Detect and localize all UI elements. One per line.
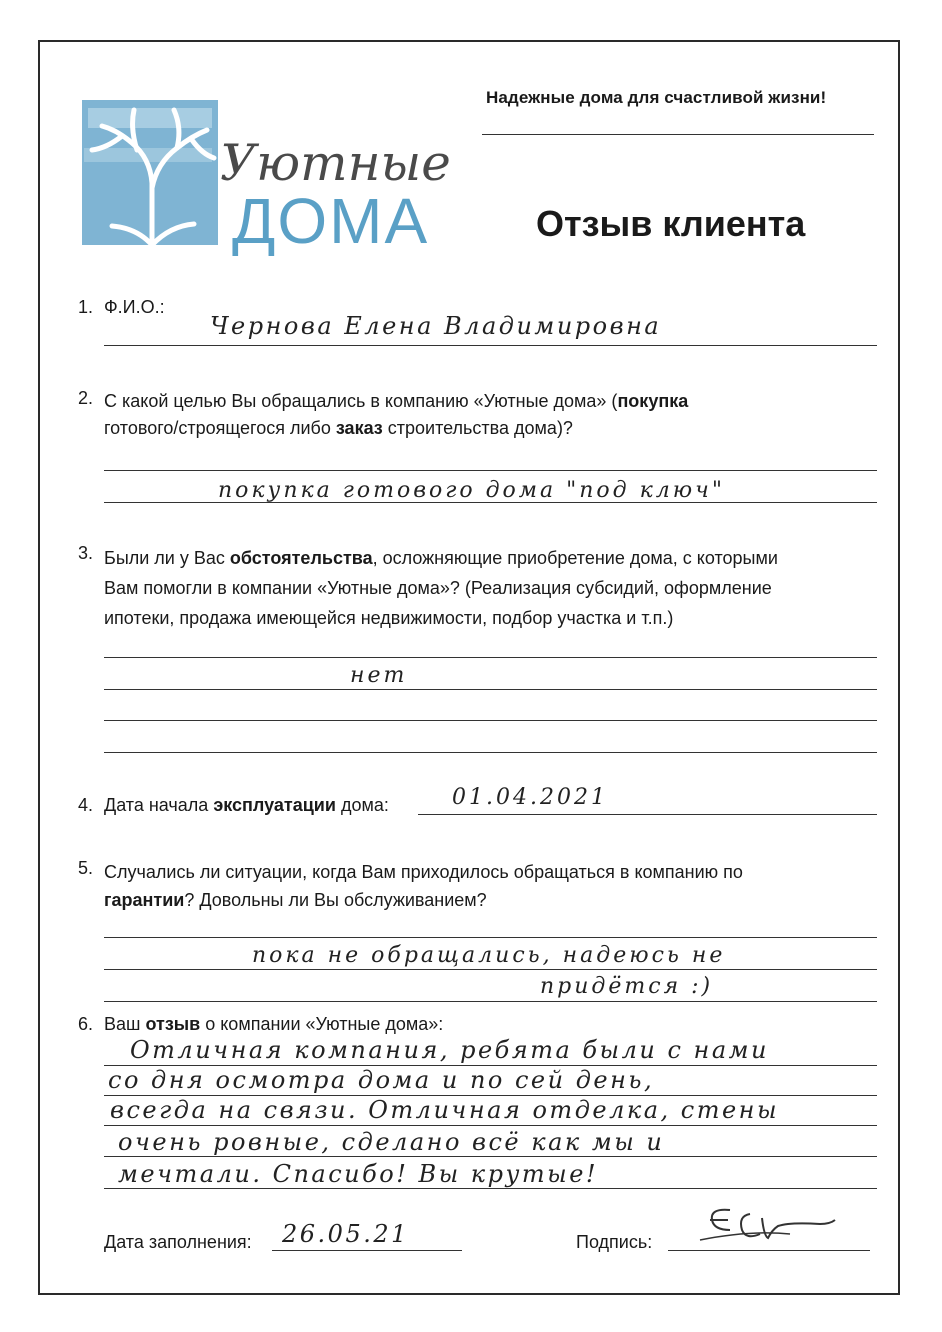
q2-text: С какой целью Вы обращались в компанию «Уютные дома» (покупка готового/строящегося либо заказ строительства дома)? [104, 391, 689, 438]
q6-number: 6. [78, 1014, 94, 1034]
q6-answer-line-text-1: Отличная компания, ребята были с нами [130, 1036, 770, 1064]
svg-text:Уютные: Уютные [220, 134, 451, 192]
q5-number: 5. [78, 858, 94, 878]
q6-answer-line-text-5: мечтали. Спасибо! Вы крутые! [118, 1160, 599, 1188]
q6-rule-3 [104, 1125, 877, 1126]
q5-answer-line-3 [104, 1001, 877, 1002]
signature-scribble-icon [690, 1200, 850, 1250]
q2-answer-line-1 [104, 470, 877, 471]
fill-date-value: 26.05.21 [282, 1220, 409, 1248]
signature-label: Подпись: [576, 1232, 653, 1252]
q6-answer-line-text-4: очень ровные, сделано всё как мы и [118, 1128, 665, 1156]
q2-number: 2. [78, 388, 94, 408]
q1-answer-line [104, 345, 877, 346]
signature-line [668, 1250, 870, 1251]
tagline-underline [482, 134, 874, 135]
q6-label: Ваш отзыв о компании «Уютные дома»: [104, 1014, 444, 1034]
signature [690, 1200, 850, 1255]
q4-answer-line [418, 814, 877, 815]
q2-answer-line-2 [104, 502, 877, 503]
q6-rule-5 [104, 1188, 877, 1189]
q5-answer-line-1 [104, 937, 877, 938]
q4-number: 4. [78, 795, 94, 815]
tagline: Надежные дома для счастливой жизни! [486, 88, 827, 107]
q2-answer: покупка готового дома "под ключ" [218, 478, 725, 503]
q3-answer-line-2 [104, 689, 877, 690]
q3-answer-line-4 [104, 752, 877, 753]
q3-answer: нет [350, 663, 408, 688]
q6-answer-line-text-2: со дня осмотра дома и по сей день, [108, 1066, 655, 1094]
q4-label: Дата начала эксплуатации дома: [104, 795, 389, 815]
q1-number: 1. [78, 297, 94, 317]
q6-rule-4 [104, 1156, 877, 1157]
tree-logo-icon [82, 88, 462, 258]
page-title: Отзыв клиента [536, 203, 806, 244]
svg-text:ДОМА: ДОМА [232, 185, 430, 257]
q3-answer-line-3 [104, 720, 877, 721]
fill-date-line [272, 1250, 462, 1251]
q5-text: Случались ли ситуации, когда Вам приходилось обращаться в компанию по гарантии? Довольны ли Вы обслуживанием? [104, 862, 743, 910]
q3-answer-line-1 [104, 657, 877, 658]
q3-number: 3. [78, 543, 94, 563]
q5-answer-line-2 [104, 969, 877, 970]
q3-text: Были ли у Вас обстоятельства, осложняющие приобретение дома, с которыми Вам помогли в компании «Уютные дома»? (Реализация субсидий, оформление ипотеки, продажа имеющейся недвижимости, подбор участка и т.п.) [104, 548, 778, 628]
q4-answer: 01.04.2021 [452, 785, 608, 810]
q6-answer-line-text-3: всегда на связи. Отличная отделка, стены [110, 1096, 780, 1124]
fill-date-label: Дата заполнения: [104, 1232, 252, 1252]
company-logo [82, 88, 462, 263]
q5-answer-1: пока не обращались, надеюсь не [252, 943, 726, 968]
q1-label: Ф.И.О.: [104, 297, 165, 317]
q5-answer-2: придётся :) [540, 974, 714, 999]
q1-answer: Чернова Елена Владимировна [210, 312, 662, 340]
